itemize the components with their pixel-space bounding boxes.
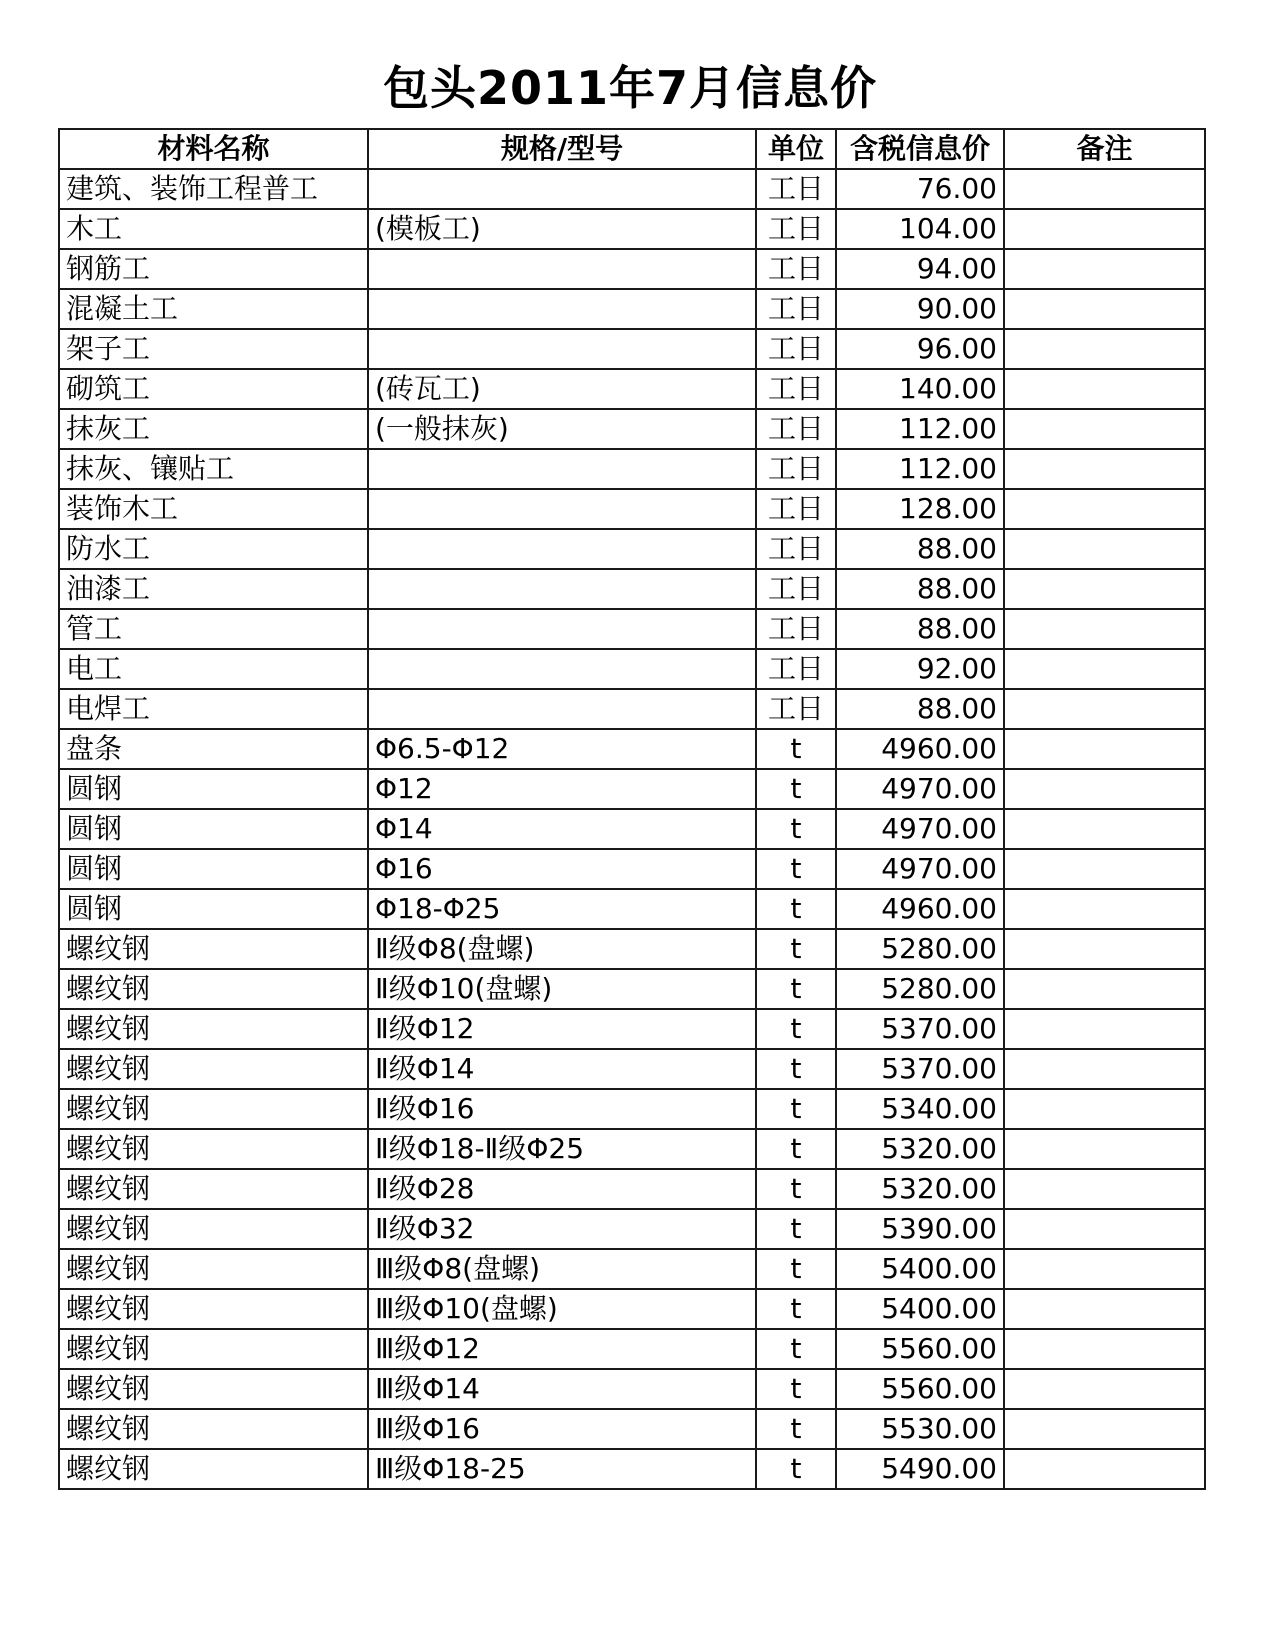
cell-unit: 工日 bbox=[756, 209, 836, 249]
cell-unit: 工日 bbox=[756, 489, 836, 529]
cell-spec-model: Ⅲ级Φ14 bbox=[368, 1369, 756, 1409]
cell-material-name: 螺纹钢 bbox=[59, 1049, 368, 1089]
cell-material-name: 防水工 bbox=[59, 529, 368, 569]
cell-spec-model bbox=[368, 489, 756, 529]
cell-unit: t bbox=[756, 1289, 836, 1329]
cell-material-name: 螺纹钢 bbox=[59, 1089, 368, 1129]
cell-unit: 工日 bbox=[756, 169, 836, 209]
table-row bbox=[59, 649, 1205, 689]
cell-spec-model: Ⅲ级Φ16 bbox=[368, 1409, 756, 1449]
cell-price: 5280.00 bbox=[836, 969, 1004, 1009]
cell-price: 5560.00 bbox=[836, 1369, 1004, 1409]
cell-material-name: 砌筑工 bbox=[59, 369, 368, 409]
cell-price: 76.00 bbox=[836, 169, 1004, 209]
cell-remarks bbox=[1004, 1049, 1205, 1089]
cell-unit: t bbox=[756, 849, 836, 889]
cell-spec-model bbox=[368, 529, 756, 569]
cell-price: 112.00 bbox=[836, 449, 1004, 489]
cell-remarks bbox=[1004, 169, 1205, 209]
page-title: 包头2011年7月信息价 bbox=[382, 61, 878, 115]
cell-remarks bbox=[1004, 289, 1205, 329]
cell-remarks bbox=[1004, 1169, 1205, 1209]
cell-unit: 工日 bbox=[756, 369, 836, 409]
cell-unit: t bbox=[756, 929, 836, 969]
cell-spec-model bbox=[368, 169, 756, 209]
cell-price: 5560.00 bbox=[836, 1329, 1004, 1369]
cell-spec-model: Ⅱ级Φ18-Ⅱ级Φ25 bbox=[368, 1129, 756, 1169]
cell-spec-model: (砖瓦工) bbox=[368, 369, 756, 409]
table-header-row bbox=[59, 129, 1205, 169]
cell-remarks bbox=[1004, 529, 1205, 569]
table-row bbox=[59, 1049, 1205, 1089]
cell-spec-model: Φ12 bbox=[368, 769, 756, 809]
cell-material-name: 抹灰、镶贴工 bbox=[59, 449, 368, 489]
cell-remarks bbox=[1004, 249, 1205, 289]
cell-remarks bbox=[1004, 1249, 1205, 1289]
cell-spec-model: Ⅱ级Φ28 bbox=[368, 1169, 756, 1209]
table-row bbox=[59, 1369, 1205, 1409]
cell-unit: t bbox=[756, 1009, 836, 1049]
cell-spec-model: Ⅱ级Φ8(盘螺) bbox=[368, 929, 756, 969]
table-row bbox=[59, 1249, 1205, 1289]
cell-price: 88.00 bbox=[836, 529, 1004, 569]
cell-remarks bbox=[1004, 649, 1205, 689]
cell-material-name: 螺纹钢 bbox=[59, 929, 368, 969]
cell-remarks bbox=[1004, 569, 1205, 609]
header-spec-model: 规格/型号 bbox=[368, 129, 756, 169]
cell-price: 4960.00 bbox=[836, 729, 1004, 769]
cell-unit: 工日 bbox=[756, 529, 836, 569]
cell-price: 104.00 bbox=[836, 209, 1004, 249]
cell-price: 4970.00 bbox=[836, 849, 1004, 889]
cell-spec-model bbox=[368, 449, 756, 489]
cell-remarks bbox=[1004, 1129, 1205, 1169]
cell-material-name: 电工 bbox=[59, 649, 368, 689]
table-row bbox=[59, 1089, 1205, 1129]
cell-material-name: 圆钢 bbox=[59, 769, 368, 809]
cell-spec-model bbox=[368, 649, 756, 689]
cell-price: 4960.00 bbox=[836, 889, 1004, 929]
cell-price: 5400.00 bbox=[836, 1249, 1004, 1289]
cell-spec-model: Ⅱ级Φ14 bbox=[368, 1049, 756, 1089]
cell-spec-model: Ⅲ级Φ10(盘螺) bbox=[368, 1289, 756, 1329]
cell-unit: t bbox=[756, 889, 836, 929]
cell-material-name: 螺纹钢 bbox=[59, 1369, 368, 1409]
cell-remarks bbox=[1004, 1449, 1205, 1489]
cell-remarks bbox=[1004, 1209, 1205, 1249]
cell-remarks bbox=[1004, 489, 1205, 529]
cell-unit: t bbox=[756, 1369, 836, 1409]
cell-spec-model: Φ14 bbox=[368, 809, 756, 849]
cell-remarks bbox=[1004, 929, 1205, 969]
cell-unit: t bbox=[756, 1049, 836, 1089]
table-body bbox=[59, 169, 1205, 1489]
cell-remarks bbox=[1004, 1329, 1205, 1369]
cell-material-name: 螺纹钢 bbox=[59, 969, 368, 1009]
table-row bbox=[59, 969, 1205, 1009]
cell-remarks bbox=[1004, 609, 1205, 649]
table-row bbox=[59, 1209, 1205, 1249]
table-row bbox=[59, 689, 1205, 729]
cell-spec-model: Ⅲ级Φ18-25 bbox=[368, 1449, 756, 1489]
cell-material-name: 螺纹钢 bbox=[59, 1329, 368, 1369]
cell-price: 92.00 bbox=[836, 649, 1004, 689]
cell-price: 5320.00 bbox=[836, 1169, 1004, 1209]
cell-material-name: 混凝土工 bbox=[59, 289, 368, 329]
cell-unit: 工日 bbox=[756, 329, 836, 369]
cell-price: 5340.00 bbox=[836, 1089, 1004, 1129]
table-row bbox=[59, 1169, 1205, 1209]
cell-unit: t bbox=[756, 809, 836, 849]
cell-price: 5320.00 bbox=[836, 1129, 1004, 1169]
table-row bbox=[59, 1289, 1205, 1329]
cell-remarks bbox=[1004, 769, 1205, 809]
cell-unit: 工日 bbox=[756, 249, 836, 289]
cell-price: 4970.00 bbox=[836, 769, 1004, 809]
table-row bbox=[59, 329, 1205, 369]
cell-material-name: 螺纹钢 bbox=[59, 1289, 368, 1329]
table-row bbox=[59, 729, 1205, 769]
cell-price: 88.00 bbox=[836, 609, 1004, 649]
cell-material-name: 螺纹钢 bbox=[59, 1169, 368, 1209]
cell-remarks bbox=[1004, 1009, 1205, 1049]
cell-price: 5530.00 bbox=[836, 1409, 1004, 1449]
table-row bbox=[59, 489, 1205, 529]
cell-unit: t bbox=[756, 1449, 836, 1489]
cell-unit: 工日 bbox=[756, 609, 836, 649]
cell-price: 5400.00 bbox=[836, 1289, 1004, 1329]
price-table bbox=[58, 128, 1206, 1490]
cell-unit: t bbox=[756, 769, 836, 809]
cell-spec-model bbox=[368, 329, 756, 369]
cell-material-name: 圆钢 bbox=[59, 809, 368, 849]
cell-remarks bbox=[1004, 1289, 1205, 1329]
cell-material-name: 钢筋工 bbox=[59, 249, 368, 289]
cell-remarks bbox=[1004, 729, 1205, 769]
cell-price: 88.00 bbox=[836, 689, 1004, 729]
cell-material-name: 抹灰工 bbox=[59, 409, 368, 449]
cell-material-name: 装饰木工 bbox=[59, 489, 368, 529]
cell-spec-model: (模板工) bbox=[368, 209, 756, 249]
cell-spec-model: Ⅱ级Φ12 bbox=[368, 1009, 756, 1049]
cell-spec-model bbox=[368, 569, 756, 609]
cell-material-name: 电焊工 bbox=[59, 689, 368, 729]
cell-unit: 工日 bbox=[756, 449, 836, 489]
cell-material-name: 螺纹钢 bbox=[59, 1409, 368, 1449]
cell-material-name: 圆钢 bbox=[59, 849, 368, 889]
table-row bbox=[59, 249, 1205, 289]
header-unit: 单位 bbox=[756, 129, 836, 169]
cell-unit: t bbox=[756, 1169, 836, 1209]
table-row bbox=[59, 1129, 1205, 1169]
cell-spec-model: (一般抹灰) bbox=[368, 409, 756, 449]
cell-price: 128.00 bbox=[836, 489, 1004, 529]
cell-price: 140.00 bbox=[836, 369, 1004, 409]
cell-unit: 工日 bbox=[756, 289, 836, 329]
cell-unit: t bbox=[756, 1329, 836, 1369]
cell-remarks bbox=[1004, 209, 1205, 249]
cell-remarks bbox=[1004, 849, 1205, 889]
cell-price: 5490.00 bbox=[836, 1449, 1004, 1489]
cell-material-name: 建筑、装饰工程普工 bbox=[59, 169, 368, 209]
table-row bbox=[59, 449, 1205, 489]
cell-price: 5390.00 bbox=[836, 1209, 1004, 1249]
cell-material-name: 圆钢 bbox=[59, 889, 368, 929]
cell-remarks bbox=[1004, 329, 1205, 369]
table-row bbox=[59, 1009, 1205, 1049]
cell-unit: 工日 bbox=[756, 409, 836, 449]
cell-price: 88.00 bbox=[836, 569, 1004, 609]
cell-remarks bbox=[1004, 369, 1205, 409]
cell-unit: t bbox=[756, 1089, 836, 1129]
cell-spec-model bbox=[368, 249, 756, 289]
header-remarks: 备注 bbox=[1004, 129, 1205, 169]
cell-spec-model: Ⅲ级Φ8(盘螺) bbox=[368, 1249, 756, 1289]
table-row bbox=[59, 609, 1205, 649]
table-row bbox=[59, 889, 1205, 929]
table-row bbox=[59, 809, 1205, 849]
table-row bbox=[59, 289, 1205, 329]
table-row bbox=[59, 209, 1205, 249]
cell-remarks bbox=[1004, 889, 1205, 929]
table-row bbox=[59, 929, 1205, 969]
header-material-name: 材料名称 bbox=[59, 129, 368, 169]
cell-material-name: 盘条 bbox=[59, 729, 368, 769]
cell-unit: t bbox=[756, 1129, 836, 1169]
cell-remarks bbox=[1004, 809, 1205, 849]
cell-price: 90.00 bbox=[836, 289, 1004, 329]
cell-price: 5370.00 bbox=[836, 1049, 1004, 1089]
table-row bbox=[59, 529, 1205, 569]
cell-material-name: 木工 bbox=[59, 209, 368, 249]
table-row bbox=[59, 1449, 1205, 1489]
table-row bbox=[59, 769, 1205, 809]
cell-material-name: 螺纹钢 bbox=[59, 1009, 368, 1049]
table-row bbox=[59, 849, 1205, 889]
cell-material-name: 螺纹钢 bbox=[59, 1249, 368, 1289]
cell-remarks bbox=[1004, 1409, 1205, 1449]
table-row bbox=[59, 169, 1205, 209]
cell-price: 94.00 bbox=[836, 249, 1004, 289]
cell-material-name: 螺纹钢 bbox=[59, 1129, 368, 1169]
cell-remarks bbox=[1004, 1369, 1205, 1409]
cell-spec-model: Ⅱ级Φ10(盘螺) bbox=[368, 969, 756, 1009]
cell-price: 5370.00 bbox=[836, 1009, 1004, 1049]
cell-spec-model bbox=[368, 689, 756, 729]
cell-price: 112.00 bbox=[836, 409, 1004, 449]
header-tax-included-price: 含税信息价 bbox=[836, 129, 1004, 169]
cell-spec-model: Ⅱ级Φ32 bbox=[368, 1209, 756, 1249]
cell-unit: t bbox=[756, 729, 836, 769]
cell-material-name: 架子工 bbox=[59, 329, 368, 369]
cell-remarks bbox=[1004, 449, 1205, 489]
cell-price: 4970.00 bbox=[836, 809, 1004, 849]
table-row bbox=[59, 409, 1205, 449]
cell-unit: 工日 bbox=[756, 569, 836, 609]
cell-material-name: 螺纹钢 bbox=[59, 1209, 368, 1249]
cell-spec-model bbox=[368, 609, 756, 649]
cell-unit: 工日 bbox=[756, 649, 836, 689]
table-row bbox=[59, 369, 1205, 409]
cell-material-name: 油漆工 bbox=[59, 569, 368, 609]
cell-spec-model: Ⅲ级Φ12 bbox=[368, 1329, 756, 1369]
table-row bbox=[59, 569, 1205, 609]
cell-spec-model: Φ16 bbox=[368, 849, 756, 889]
cell-unit: t bbox=[756, 1249, 836, 1289]
cell-unit: 工日 bbox=[756, 689, 836, 729]
cell-spec-model: Φ6.5-Φ12 bbox=[368, 729, 756, 769]
table-row bbox=[59, 1329, 1205, 1369]
table-row bbox=[59, 1409, 1205, 1449]
cell-price: 5280.00 bbox=[836, 929, 1004, 969]
cell-material-name: 螺纹钢 bbox=[59, 1449, 368, 1489]
cell-remarks bbox=[1004, 1089, 1205, 1129]
cell-spec-model: Ⅱ级Φ16 bbox=[368, 1089, 756, 1129]
cell-unit: t bbox=[756, 969, 836, 1009]
cell-remarks bbox=[1004, 689, 1205, 729]
cell-remarks bbox=[1004, 969, 1205, 1009]
cell-price: 96.00 bbox=[836, 329, 1004, 369]
cell-spec-model: Φ18-Φ25 bbox=[368, 889, 756, 929]
cell-unit: t bbox=[756, 1409, 836, 1449]
cell-unit: t bbox=[756, 1209, 836, 1249]
cell-spec-model bbox=[368, 289, 756, 329]
cell-remarks bbox=[1004, 409, 1205, 449]
cell-material-name: 管工 bbox=[59, 609, 368, 649]
